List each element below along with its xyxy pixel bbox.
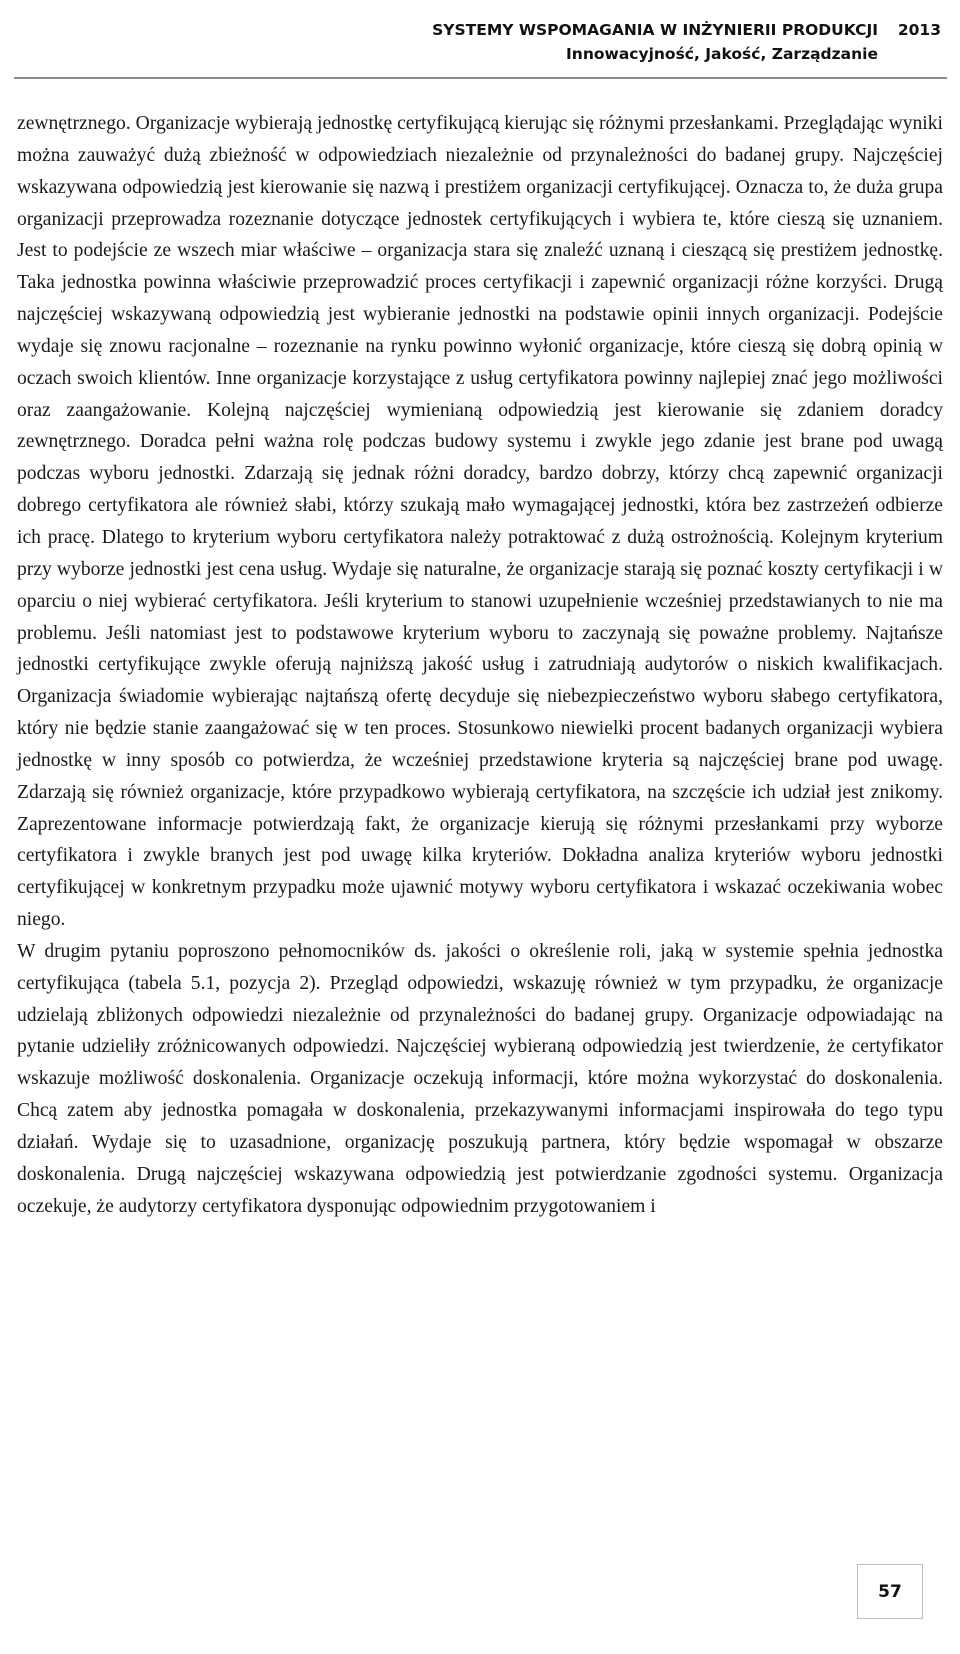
journal-subtitle: Innowacyjność, Jakość, Zarządzanie: [566, 45, 878, 63]
header-divider: [14, 77, 947, 79]
page-header: [0, 0, 960, 80]
body-paragraph-2: W drugim pytaniu poproszono pełnomocników ds. jakości o określenie roli, jaką w systemie spełnia jednostka certyfikująca (tabela 5.1, pozycja 2). Przegląd odpowiedzi, wskazuję również w tym przypadku, że organizacje udzielają zbliżonych odpowiedzi niezależnie od przynależności do badanej grupy. Organizacje odpowiadając na pytanie udzieliły zróżnicowanych odpowiedzi. Najczęściej wybieraną odpowiedzią jest twierdzenie, że certyfikator wskazuje możliwość doskonalenia. Organizacje oczekują informacji, które można wykorzystać do doskonalenia. Chcą zatem aby jednostka pomagała w doskonalenia, przekazywanymi informacjami inspirowała do tego typu działań. Wydaje się to uzasadnione, organizację poszukują partnera, który będzie wspomagał w obszarze doskonalenia. Drugą najczęściej wskazywana odpowiedzią jest potwierdzanie zgodności systemu. Organizacja oczekuje, że audytorzy certyfikatora dysponując odpowiednim przygotowaniem i: [17, 940, 943, 1217]
header-year: 2013: [897, 21, 941, 39]
page-number: 57: [857, 1564, 923, 1619]
running-header: [432, 18, 878, 66]
article-body: [17, 108, 943, 1223]
journal-title: SYSTEMY WSPOMAGANIA W INŻYNIERII PRODUKCJI: [432, 21, 878, 39]
body-paragraph-1: zewnętrznego. Organizacje wybierają jednostkę certyfikującą kierując się różnymi przesłankami. Przeglądając wyniki można zauważyć dużą zbieżność w odpowiedziach niezależnie od przynależności do badanej grupy. Najczęściej wskazywana odpowiedzią jest kierowanie się nazwą i prestiżem organizacji certyfikującej. Oznacza to, że duża grupa organizacji przeprowadza rozeznanie dotyczące jednostek certyfikujących i wybiera te, które cieszą się uznaniem. Jest to podejście ze wszech miar właściwe – organizacja stara się znaleźć uznaną i cieszącą się prestiżem jednostkę. Taka jednostka powinna właściwie przeprowadzić proces certyfikacji i zapewnić organizacji różne korzyści. Drugą najczęściej wskazywaną odpowiedzią jest wybieranie jednostki na podstawie opinii innych organizacji. Podejście wydaje się znowu racjonalne – rozeznanie na rynku powinno wyłonić organizacje, które cieszą się dobrą opinią w oczach swoich klientów. Inne organizacje korzystające z usług certyfikatora powinny najlepiej znać jego możliwości oraz zaangażowanie. Kolejną najczęściej wymienianą odpowiedzią jest kierowanie się zdaniem doradcy zewnętrznego. Doradca pełni ważna rolę podczas budowy systemu i zwykle jego zdanie jest brane pod uwagą podczas wyboru jednostki. Zdarzają się jednak różni doradcy, bardzo dobrzy, którzy chcą zapewnić organizacji dobrego certyfikatora ale również słabi, którzy szukają mało wymagającej jednostki, która bez zastrzeżeń odbierze ich pracę. Dlatego to kryterium wyboru certyfikatora należy potraktować z dużą ostrożnością. Kolejnym kryterium przy wyborze jednostki jest cena usług. Wydaje się naturalne, że organizacje starają się poznać koszty certyfikacji i w oparciu o niej wybierać certyfikatora. Jeśli kryterium to stanowi uzupełnienie wcześniej przedstawianych to nie ma problemu. Jeśli natomiast jest to podstawowe kryterium wyboru to zaczynają się poważne problemy. Najtańsze jednostki certyfikujące zwykle oferują najniższą jakość usług i zatrudniają audytorów o niskich kwalifikacjach. Organizacja świadomie wybierając najtańszą ofertę decyduje się niebezpieczeństwo wyboru słabego certyfikatora, który nie będzie stanie zaangażować się w ten proces. Stosunkowo niewielki procent badanych organizacji wybiera jednostkę w inny sposób co potwierdza, że wcześniej przedstawione kryteria są najczęściej brane pod uwagę. Zdarzają się również organizacje, które przypadkowo wybierają certyfikatora, na szczęście ich udział jest znikomy. Zaprezentowane informacje potwierdzają fakt, że organizacje kierują się różnymi przesłankami przy wyborze certyfikatora i zwykle branych jest pod uwagę kilka kryteriów. Dokładna analiza kryteriów wyboru jednostki certyfikującej w konkretnym przypadku może ujawnić motywy wyboru certyfikatora i wskazać oczekiwania wobec niego.: [17, 113, 943, 931]
